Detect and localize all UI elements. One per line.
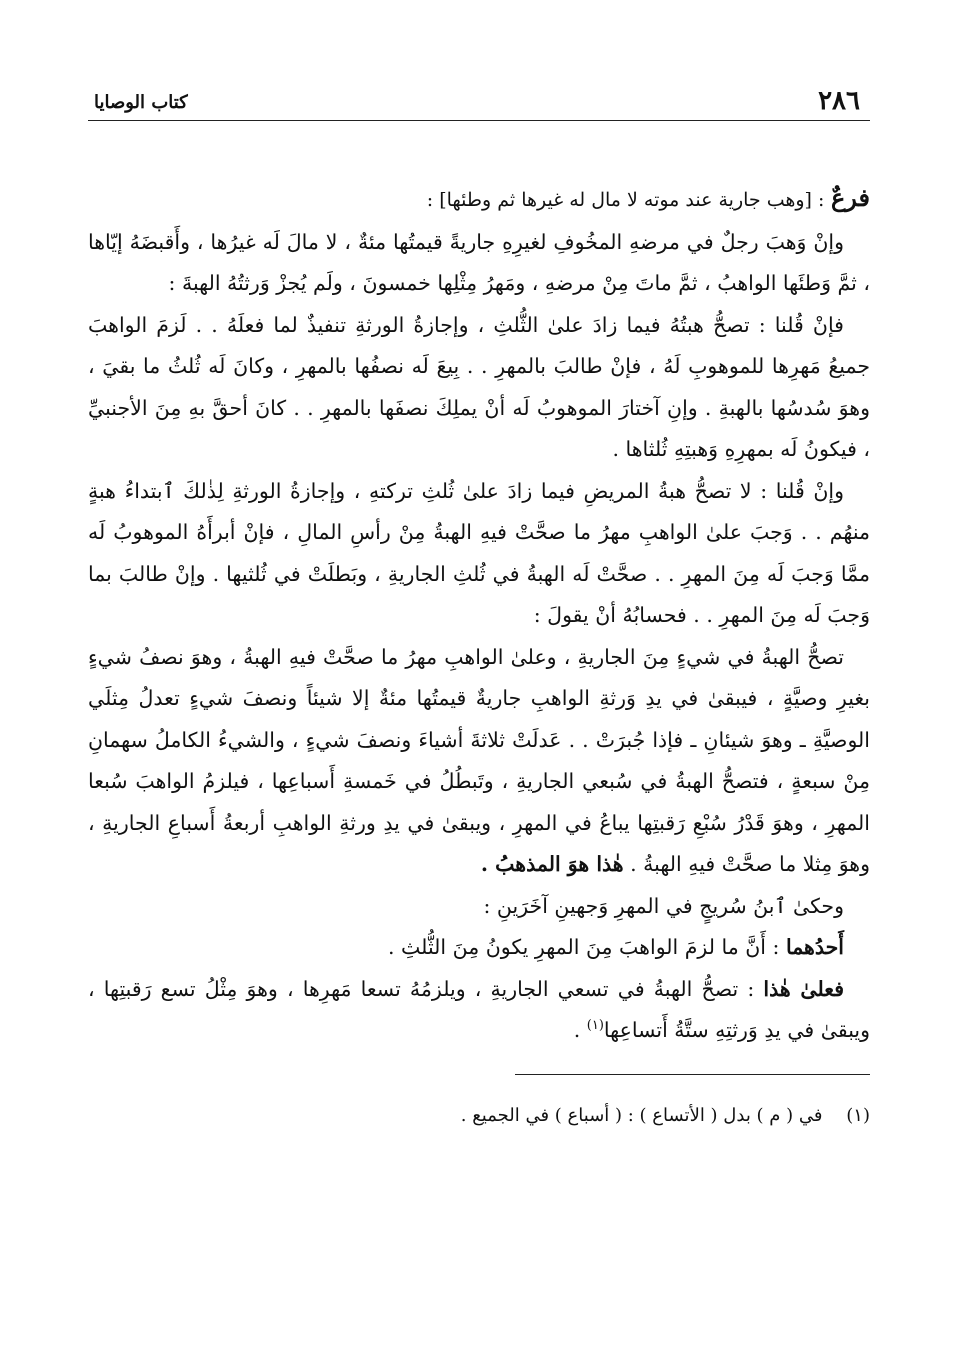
paragraph: وإنْ وَهبَ رجلٌ في مرضهِ المخُوفِ لغيرِهِ جاريةً قيمتُها مئةٌ ، لا مالَ لَه غيرُها ، وأَقبضَهُ إيّاها ، ثمَّ وَطئَها الواهبُ ، ثمَّ ماتَ مِنْ مرضهِ ، ومَهرُ مِثْلِها خمسونَ ، ولَم يُجزْ وَرثتُهُ الهبةَ : bbox=[88, 229, 870, 295]
paragraph-calculation bbox=[88, 637, 870, 886]
paragraph: وإنْ قُلنا : لا تصحُّ هبةُ المريضِ فيما زادَ علىٰ ثُلثِ تركتهِ ، وإجازةُ الورثةِ لِذٰلكَ ٱبتداءُ هبةٍ منهُم . . وَجبَ علىٰ الواهبِ مهرُ ما صحَّتْ فيهِ الهبةُ مِنْ رأسِ المالِ ، فإنْ أبرأَهُ الموهوبُ لَه ممَّا وَجبَ لَه مِنَ المهرِ . . صحَّتْ لَه الهبةُ في ثُلثِ الجاريةِ ، وبَطلَتْ في ثُلثيها . وإنْ طالبَ بما وَجبَ لَه مِنَ المهرِ . . فحسابُهُ أنْ يقولَ : bbox=[88, 478, 870, 627]
paragraph: وحكىٰ ٱبنُ سُريجٍ في المهرِ وَجهينِ آخَرَينِ : bbox=[483, 893, 844, 918]
first-opinion bbox=[88, 927, 870, 969]
section-title: : [وهب جارية عند موته لا مال له غيرها ثم وطئها] : bbox=[426, 189, 825, 211]
consequence-paragraph bbox=[88, 969, 870, 1052]
running-title: كتاب الوصايا bbox=[94, 92, 188, 113]
consequence-end: . bbox=[573, 1018, 587, 1042]
page-number: ٢٨٦ bbox=[818, 86, 860, 116]
page-header bbox=[88, 84, 870, 121]
page-body bbox=[88, 177, 870, 1052]
footnote-separator bbox=[515, 1074, 870, 1075]
first-opinion-label: أَحدُهما bbox=[785, 935, 844, 959]
footnote bbox=[88, 1101, 870, 1131]
consequence-label: فعلىٰ هٰذا bbox=[763, 976, 844, 1001]
section-heading bbox=[88, 177, 870, 222]
paragraph: فإنْ قُلنا : تصحُّ هبتُهُ فيما زادَ علىٰ الثُّلثِ ، وإجازةُ الورثةِ تنفيذٌ لما فعلَهُ . . لَزمَ الواهبَ جميعُ مَهرِها للموهوبِ لَهُ ، فإنْ طالبَ بالمهرِ . . بِيعَ لَه نصفُها بالمهرِ ، وكانَ لَه ثُلثُ ما بقيَ ، وهوَ سُدسُها بالهبةِ . وإنِ آختارَ الموهوبُ لَه أنْ يملِكَ نصفَها بالمهرِ . . كانَ أحقَّ بهِ مِنَ الأجنبيِّ ، فيكونُ لَه بمهرِهِ وَهبتِهِ ثُلثاها . bbox=[88, 312, 870, 461]
footnote-text: في ( م ) بدل ( الأتساع ) : ( أسباع ) في الجميع . bbox=[460, 1104, 823, 1126]
paragraph-text: تصحُّ الهبةُ في شيءٍ مِنَ الجاريةِ ، وعلىٰ الواهبِ مهرُ ما صحَّتْ فيهِ الهبةُ ، وهوَ نصفُ شيءٍ بغيرِ وصيَّةٍ ، فيبقىٰ في يدِ وَرثةِ الواهبِ جاريةٌ قيمتُها مئةٌ إلا شيئاً ونصفَ شيءٍ تعدلُ مِثلَي الوصيَّةِ ـ وهوَ شيئانِ ـ فإذا جُبرَتْ . . عَدلَتْ ثلاثةَ أشياءَ ونصفَ شيءٍ ، والشيءُ الكاملُ سهمانِ مِنْ سبعةٍ ، فتصحُّ الهبةُ في سُبعي الجاريةِ ، وتَبطُلُ في خَمسةِ أَسباعِها ، فيلزمُ الواهبَ سُبعا المهرِ ، وهوَ قَدْرُ سُبْعِ رَقبتِها يباعُ في المهرِ ، ويبقىٰ في يدِ ورثةِ الواهبِ أربعةُ أَسباعِ الجاريةِ ، وهوَ مِثلا ما صحَّتْ فيهِ الهبةُ . bbox=[88, 644, 870, 876]
consequence-text: : تصحُّ الهبةُ في تسعي الجاريةِ ، ويلزمُهُ تسعا مَهرِها ، وهوَ مِثْلُ تسع رَقبتِها ، ويبقىٰ في يدِ وَرثتِهِ ستَّةُ أَتساعِها bbox=[88, 976, 870, 1042]
madhhab-statement: هٰذا هوَ المذهبُ . bbox=[480, 852, 624, 876]
footnote-number: (١) bbox=[846, 1104, 870, 1126]
section-label: فرعٌ bbox=[830, 183, 870, 212]
footnote-ref: (١) bbox=[586, 1018, 604, 1034]
first-opinion-text: : أَنَّ ما لزمَ الواهبَ مِنَ المهرِ يكونُ مِنَ الثُّلثِ . bbox=[388, 935, 780, 959]
book-page bbox=[88, 84, 870, 1344]
